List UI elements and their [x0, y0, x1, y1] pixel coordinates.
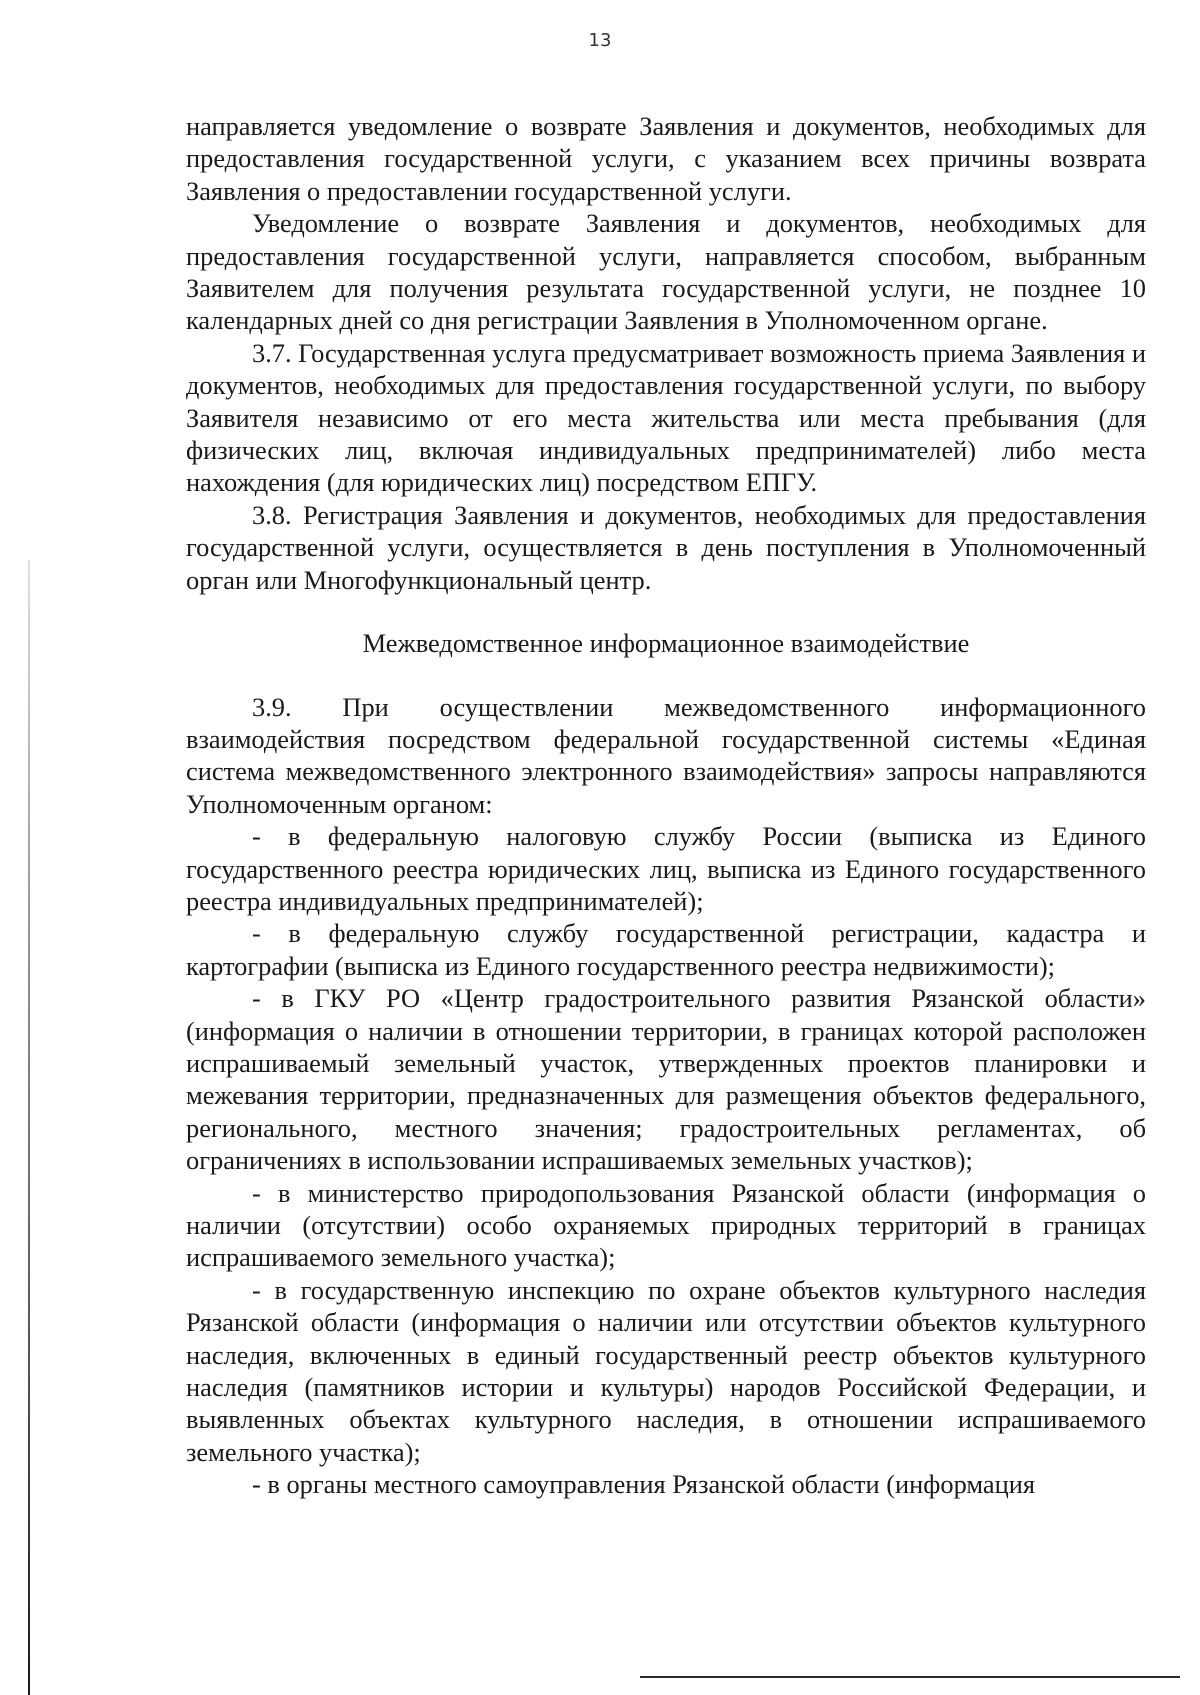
section-heading: Межведомственное информационное взаимодействие — [362, 628, 970, 659]
list-item-local-government: - в органы местного самоуправления Рязанской области (информация — [252, 1469, 1036, 1500]
list-item-nature-ministry: - в министерство природопользования Рязанской области (информация о наличии (отсутствии) особо охраняемых природных территорий в границах испрашиваемого земельного участка); — [186, 1177, 1146, 1273]
paragraph-continuation: направляется уведомление о возврате Заявления и документов, необходимых для предоставления государственной услуги, с указанием всех причины возврата Заявления о предоставлении государственной услуги. — [186, 111, 1146, 206]
scan-edge-left — [28, 560, 30, 1695]
scan-edge-bottom — [640, 1676, 1180, 1678]
list-item-registration-service: - в федеральную службу государственной регистрации, кадастра и картографии (выписка из Единого государственного реестра недвижимости); — [186, 918, 1146, 981]
document-body — [186, 110, 1146, 1501]
paragraph-3-7: 3.7. Государственная услуга предусматривает возможность приема Заявления и документов, необходимых для предоставления государственной услуги, по выбору Заявителя независимо от его места жительства или места пребывания (для физических лиц, включая индивидуальных предпринимателей) либо места нахождения (для юридических лиц) посредством ЕПГУ. — [186, 337, 1147, 498]
paragraph-notice: Уведомление о возврате Заявления и документов, необходимых для предоставления государственной услуги, направляется способом, выбранным Заявителем для получения результата государственной услуги, не позднее 10 календарных дней со дня регистрации Заявления в Уполномоченном органе. — [186, 208, 1146, 336]
paragraph-3-9: 3.9. При осуществлении межведомственного информационного взаимодействия посредством федеральной государственной системы «Единая система межведомственного электронного взаимодействия» запросы направляются Уполномоченным органом: — [186, 691, 1146, 819]
list-item-urban-development-center: - в ГКУ РО «Центр градостроительного развития Рязанской области» (информация о наличии в отношении территории, в границах которой расположен испрашиваемый земельный участок, утвержденных проектов планировки и межевания территории, предназначенных для размещения объектов федерального, регионального, местного значения; градостроительных регламентах, об ограничениях в использовании испрашиваемых земельных участков); — [186, 983, 1146, 1176]
list-item-tax-service: - в федеральную налоговую службу России (выписка из Единого государственного реестра юридических лиц, выписка из Единого государственного реестра индивидуальных предпринимателей); — [186, 821, 1146, 916]
paragraph-3-8: 3.8. Регистрация Заявления и документов, необходимых для предоставления государственной услуги, осуществляется в день поступления в Уполномоченный орган или Многофункциональный центр. — [186, 499, 1146, 595]
page-number: 13 — [588, 30, 612, 51]
list-item-heritage-inspection: - в государственную инспекцию по охране объектов культурного наследия Рязанской области (информация о наличии или отсутствии объектов культурного наследия, включенных в единый государственный реестр объектов культурного наследия (памятников истории и культуры) народов Российской Федерации, и выявленных объектах культурного наследия, в отношении испрашиваемого земельного участка); — [186, 1274, 1146, 1467]
